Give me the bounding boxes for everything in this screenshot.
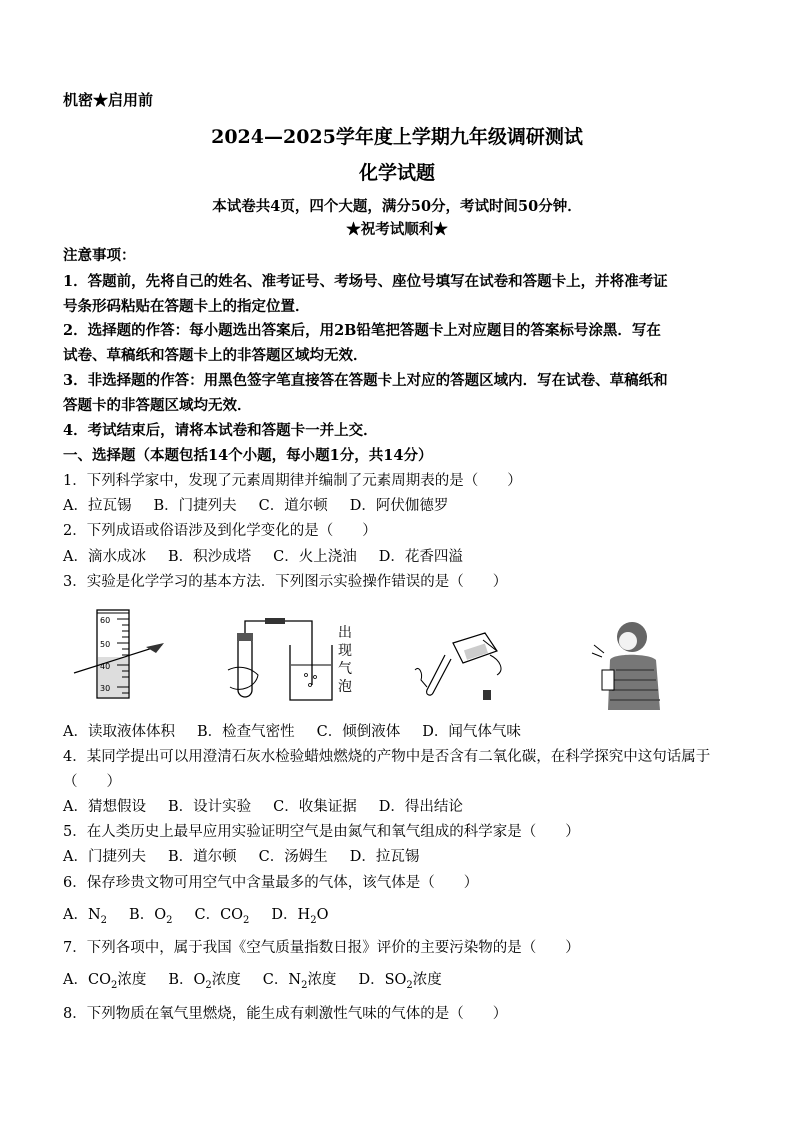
section-title: 一、选择题（本题包括14个小题，每小题1分，共14分） xyxy=(63,447,433,464)
question-3-stem: 3．实验是化学学习的基本方法．下列图示实验操作错误的是（ ） xyxy=(63,574,508,590)
option-d: D．阿伏伽德罗 xyxy=(349,498,449,514)
option-a: A．滴水成冰 xyxy=(63,549,146,565)
note-line: 2．选择题的作答：每小题选出答案后，用2B铅笔把答题卡上对应题目的答案标号涂黑．写在 xyxy=(63,322,661,339)
tick-label: 40 xyxy=(100,662,111,671)
note-line: 4．考试结束后，请将本试卷和答题卡一并上交． xyxy=(63,422,378,439)
option-d: D．$SO_2$浓度 xyxy=(358,972,442,991)
question-2-options xyxy=(63,546,485,568)
exam-wish: ★祝考试顺利★ xyxy=(346,221,448,238)
option-c: C．汤姆生 xyxy=(258,849,328,865)
question-5-options xyxy=(63,846,441,868)
option-b: B．门捷列夫 xyxy=(153,498,237,514)
option-c: C．火上浇油 xyxy=(273,549,357,565)
bubble-label: 现 xyxy=(338,643,352,659)
option-c: C．$N_2$浓度 xyxy=(262,972,337,991)
option-c: C．倾倒液体 xyxy=(316,724,401,740)
question-3-options xyxy=(63,721,543,743)
figure-c-pour-liquid xyxy=(405,625,510,705)
option-d: D．花香四溢 xyxy=(378,549,463,565)
note-line: 3．非选择题的作答：用黑色签字笔直接答在答题卡上对应的答题区域内．写在试卷、草稿纸和 xyxy=(63,372,668,389)
question-7-stem: 7．下列各项中，属于我国《空气质量指数日报》评价的主要污染物的是（ ） xyxy=(63,940,580,956)
option-b: B．积沙成塔 xyxy=(167,549,252,565)
option-a: A．$N_2$ xyxy=(63,907,108,926)
question-6-stem: 6．保存珍贵文物可用空气中含量最多的气体，该气体是（ ） xyxy=(63,875,479,891)
option-c: C．道尔顿 xyxy=(258,498,328,514)
note-line: 1．答题前，先将自己的姓名、准考证号、考场号、座位号填写在试卷和答题卡上，并将准考证 xyxy=(63,273,668,290)
option-b: B．检查气密性 xyxy=(196,724,295,740)
exam-info: 本试卷共4页，四个大题，满分50分，考试时间50分钟． xyxy=(212,198,582,215)
tick-label: 60 xyxy=(100,616,111,625)
option-b: B．$O_2$浓度 xyxy=(168,972,241,991)
figure-d-smell-gas xyxy=(590,615,670,710)
option-c: C．收集证据 xyxy=(273,799,357,815)
notes-heading: 注意事项： xyxy=(63,247,136,264)
option-d: D．拉瓦锡 xyxy=(349,849,420,865)
option-d: D．闻气体气味 xyxy=(422,724,521,740)
tick-label: 30 xyxy=(100,684,111,693)
question-4-options xyxy=(63,796,485,818)
question-1-stem: 1．下列科学家中，发现了元素周期律并编制了元素周期表的是（ ） xyxy=(63,473,522,489)
figure-b-airtightness xyxy=(220,615,360,710)
question-2-stem: 2．下列成语或俗语涉及到化学变化的是（ ） xyxy=(63,523,377,539)
question-6-options xyxy=(63,904,350,932)
note-line: 试卷、草稿纸和答题卡上的非答题区域均无效． xyxy=(63,347,368,364)
option-a: A．$CO_2$浓度 xyxy=(63,972,147,991)
option-c: C．$CO_2$ xyxy=(194,907,250,926)
exam-subtitle: 化学试题 xyxy=(358,162,435,184)
option-b: B．道尔顿 xyxy=(167,849,237,865)
option-d: D．$H_2O$ xyxy=(271,907,329,926)
question-7-options xyxy=(63,969,464,997)
note-line: 答题卡的非答题区域均无效． xyxy=(63,397,252,414)
bubble-label: 出 xyxy=(338,625,352,641)
option-d: D．得出结论 xyxy=(378,799,463,815)
option-a: A．门捷列夫 xyxy=(63,849,146,865)
eye-icon xyxy=(146,643,164,653)
question-1-options xyxy=(63,495,470,517)
question-4-stem: 4．某同学提出可以用澄清石灰水检验蜡烛燃烧的产物中是否含有二氧化碳，在科学探究中这句话属于 xyxy=(63,749,711,765)
tick-label: 50 xyxy=(100,640,111,649)
exam-title: 2024—2025学年度上学期九年级调研测试 xyxy=(211,126,583,148)
confidential-label: 机密★启用前 xyxy=(63,91,154,109)
question-8-stem: 8．下列物质在氧气里燃烧，能生成有刺激性气味的气体的是（ ） xyxy=(63,1006,508,1022)
bubble-label: 泡 xyxy=(338,679,352,695)
option-a: A．拉瓦锡 xyxy=(63,498,132,514)
note-line: 号条形码粘贴在答题卡上的指定位置． xyxy=(63,298,310,315)
option-a: A．猜想假设 xyxy=(63,799,146,815)
question-5-stem: 5．在人类历史上最早应用实验证明空气是由氮气和氧气组成的科学家是（ ） xyxy=(63,824,580,840)
bubble-label: 气 xyxy=(338,661,352,677)
option-b: B．$O_2$ xyxy=(129,907,173,926)
option-a: A．读取液体体积 xyxy=(63,724,175,740)
figure-a-read-volume xyxy=(72,605,177,705)
option-b: B．设计实验 xyxy=(167,799,252,815)
question-4-paren: （ ） xyxy=(63,774,121,790)
